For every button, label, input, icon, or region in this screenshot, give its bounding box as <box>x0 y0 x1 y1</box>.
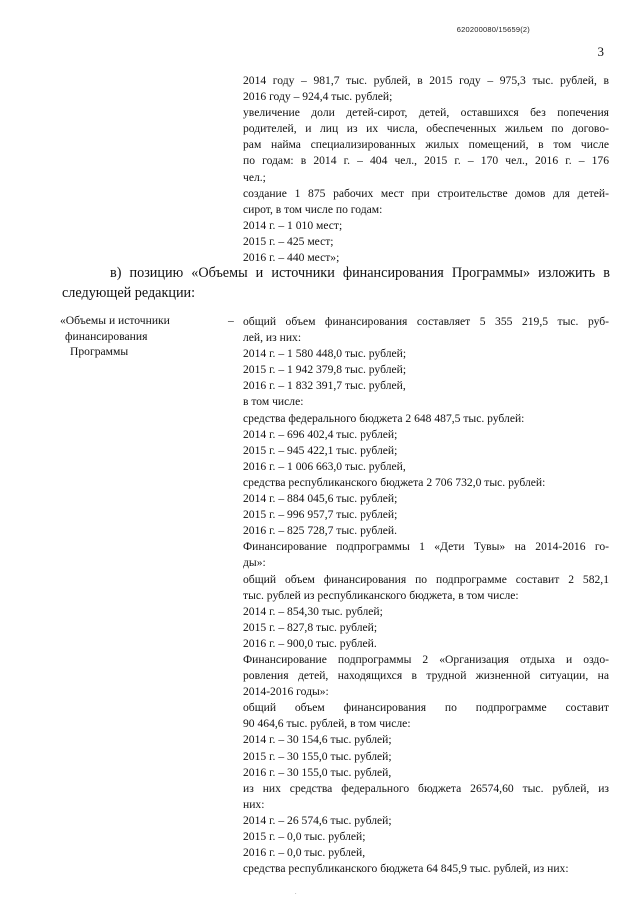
page-number: 3 <box>597 44 604 59</box>
text-line: средства федерального бюджета 2 648 487,5 тыс. рублей: <box>243 411 525 425</box>
table-row-label <box>60 313 235 360</box>
text-line: 2016 г. – 440 мест»; <box>243 251 340 265</box>
text-line: средства республиканского бюджета 2 706 732,0 тыс. рублей: <box>243 475 546 489</box>
text-line: создание 1 875 рабочих мест при строительстве домов для детей- <box>243 186 609 200</box>
scan-speck: . <box>295 890 297 896</box>
text-line: 2014 г. – 30 154,6 тыс. рублей; <box>243 733 392 747</box>
text-line: тыс. рублей из республиканского бюджета, в том числе: <box>243 588 519 602</box>
label-line: Программы <box>70 345 129 359</box>
text-line: 2015 г. – 425 мест; <box>243 234 334 248</box>
text-line: 2015 г. – 30 155,0 тыс. рублей; <box>243 749 392 763</box>
continued-indicators-text <box>243 73 609 266</box>
text-line: сирот, в том числе по годам: <box>243 202 383 216</box>
text-line: 2014 г. – 1 580 448,0 тыс. рублей; <box>243 347 407 361</box>
text-line: Финансирование подпрограммы 2 «Организация отдыха и оздо- <box>243 652 609 666</box>
text-line: 2014-2016 годы»: <box>243 685 329 699</box>
text-line: 2015 г. – 0,0 тыс. рублей; <box>243 830 366 843</box>
text-line: чел.; <box>243 170 266 184</box>
text-line: 2014 г. – 696 402,4 тыс. рублей; <box>243 427 398 441</box>
text-line: 2016 г. – 30 155,0 тыс. рублей, <box>243 765 392 779</box>
text-line: из них средства федерального бюджета 26574,60 тыс. рублей, из <box>243 781 609 795</box>
text-line: 2016 г. – 1 006 663,0 тыс. рублей, <box>243 459 406 473</box>
text-line: 2015 г. – 945 422,1 тыс. рублей; <box>243 443 398 457</box>
row-dash: – <box>228 314 234 327</box>
text-line: в том числе: <box>243 395 304 409</box>
text-line: 90 464,6 тыс. рублей, в том числе: <box>243 717 411 731</box>
text-line: 2016 г. – 900,0 тыс. рублей. <box>243 636 377 650</box>
text-line: следующей редакции: <box>62 285 196 301</box>
amendment-intro-paragraph <box>62 263 610 303</box>
text-line: родителей, и лиц из их числа, обеспеченных жильем по догово- <box>243 122 609 136</box>
text-line: рам найма специализированных жилых помещений, в том числе <box>243 138 609 152</box>
text-line: общий объем финансирования по подпрограмме составит <box>243 701 609 715</box>
text-line: лей, из них: <box>243 331 302 345</box>
text-line: 2016 г. – 0,0 тыс. рублей, <box>243 846 366 860</box>
text-line: 2015 г. – 827,8 тыс. рублей; <box>243 620 378 634</box>
text-line: по годам: в 2014 г. – 404 чел., 2015 г. – 170 чел., 2016 г. – 176 <box>243 154 609 168</box>
document-id: 620200080/15659(2) <box>456 25 530 34</box>
text-line: 2016 году – 924,4 тыс. рублей; <box>243 90 393 104</box>
text-line: в) позицию «Объемы и источники финансирования Программы» изложить в <box>110 265 610 281</box>
text-line: 2014 году – 981,7 тыс. рублей, в 2015 году – 975,3 тыс. рублей, в <box>243 74 609 87</box>
text-line: 2015 г. – 996 957,7 тыс. рублей; <box>243 508 398 522</box>
label-line: финансирования <box>65 329 148 343</box>
text-line: них: <box>243 797 265 811</box>
text-line: 2014 г. – 1 010 мест; <box>243 218 343 232</box>
text-line: 2015 г. – 1 942 379,8 тыс. рублей; <box>243 363 407 377</box>
text-line: общий объем финансирования по подпрограмме составит 2 582,1 <box>243 572 609 586</box>
label-line: «Объемы и источники <box>60 314 170 327</box>
text-line: 2016 г. – 825 728,7 тыс. рублей. <box>243 524 398 538</box>
text-line: увеличение доли детей-сирот, детей, оставшихся без попечения <box>243 106 609 120</box>
text-line: 2014 г. – 884 045,6 тыс. рублей; <box>243 492 398 506</box>
text-line: 2014 г. – 26 574,6 тыс. рублей; <box>243 813 392 827</box>
text-line: общий объем финансирования составляет 5 355 219,5 тыс. руб- <box>243 315 609 328</box>
text-line: 2014 г. – 854,30 тыс. рублей; <box>243 604 383 618</box>
text-line: ровления детей, находящихся в трудной жизненной ситуации, на <box>243 669 609 683</box>
text-line: ды»: <box>243 556 266 570</box>
financing-details-text <box>243 314 609 877</box>
text-line: средства республиканского бюджета 64 845,9 тыс. рублей, из них: <box>243 862 569 876</box>
text-line: 2016 г. – 1 832 391,7 тыс. рублей, <box>243 379 406 393</box>
text-line: Финансирование подпрограммы 1 «Дети Тувы» на 2014-2016 го- <box>243 540 609 554</box>
